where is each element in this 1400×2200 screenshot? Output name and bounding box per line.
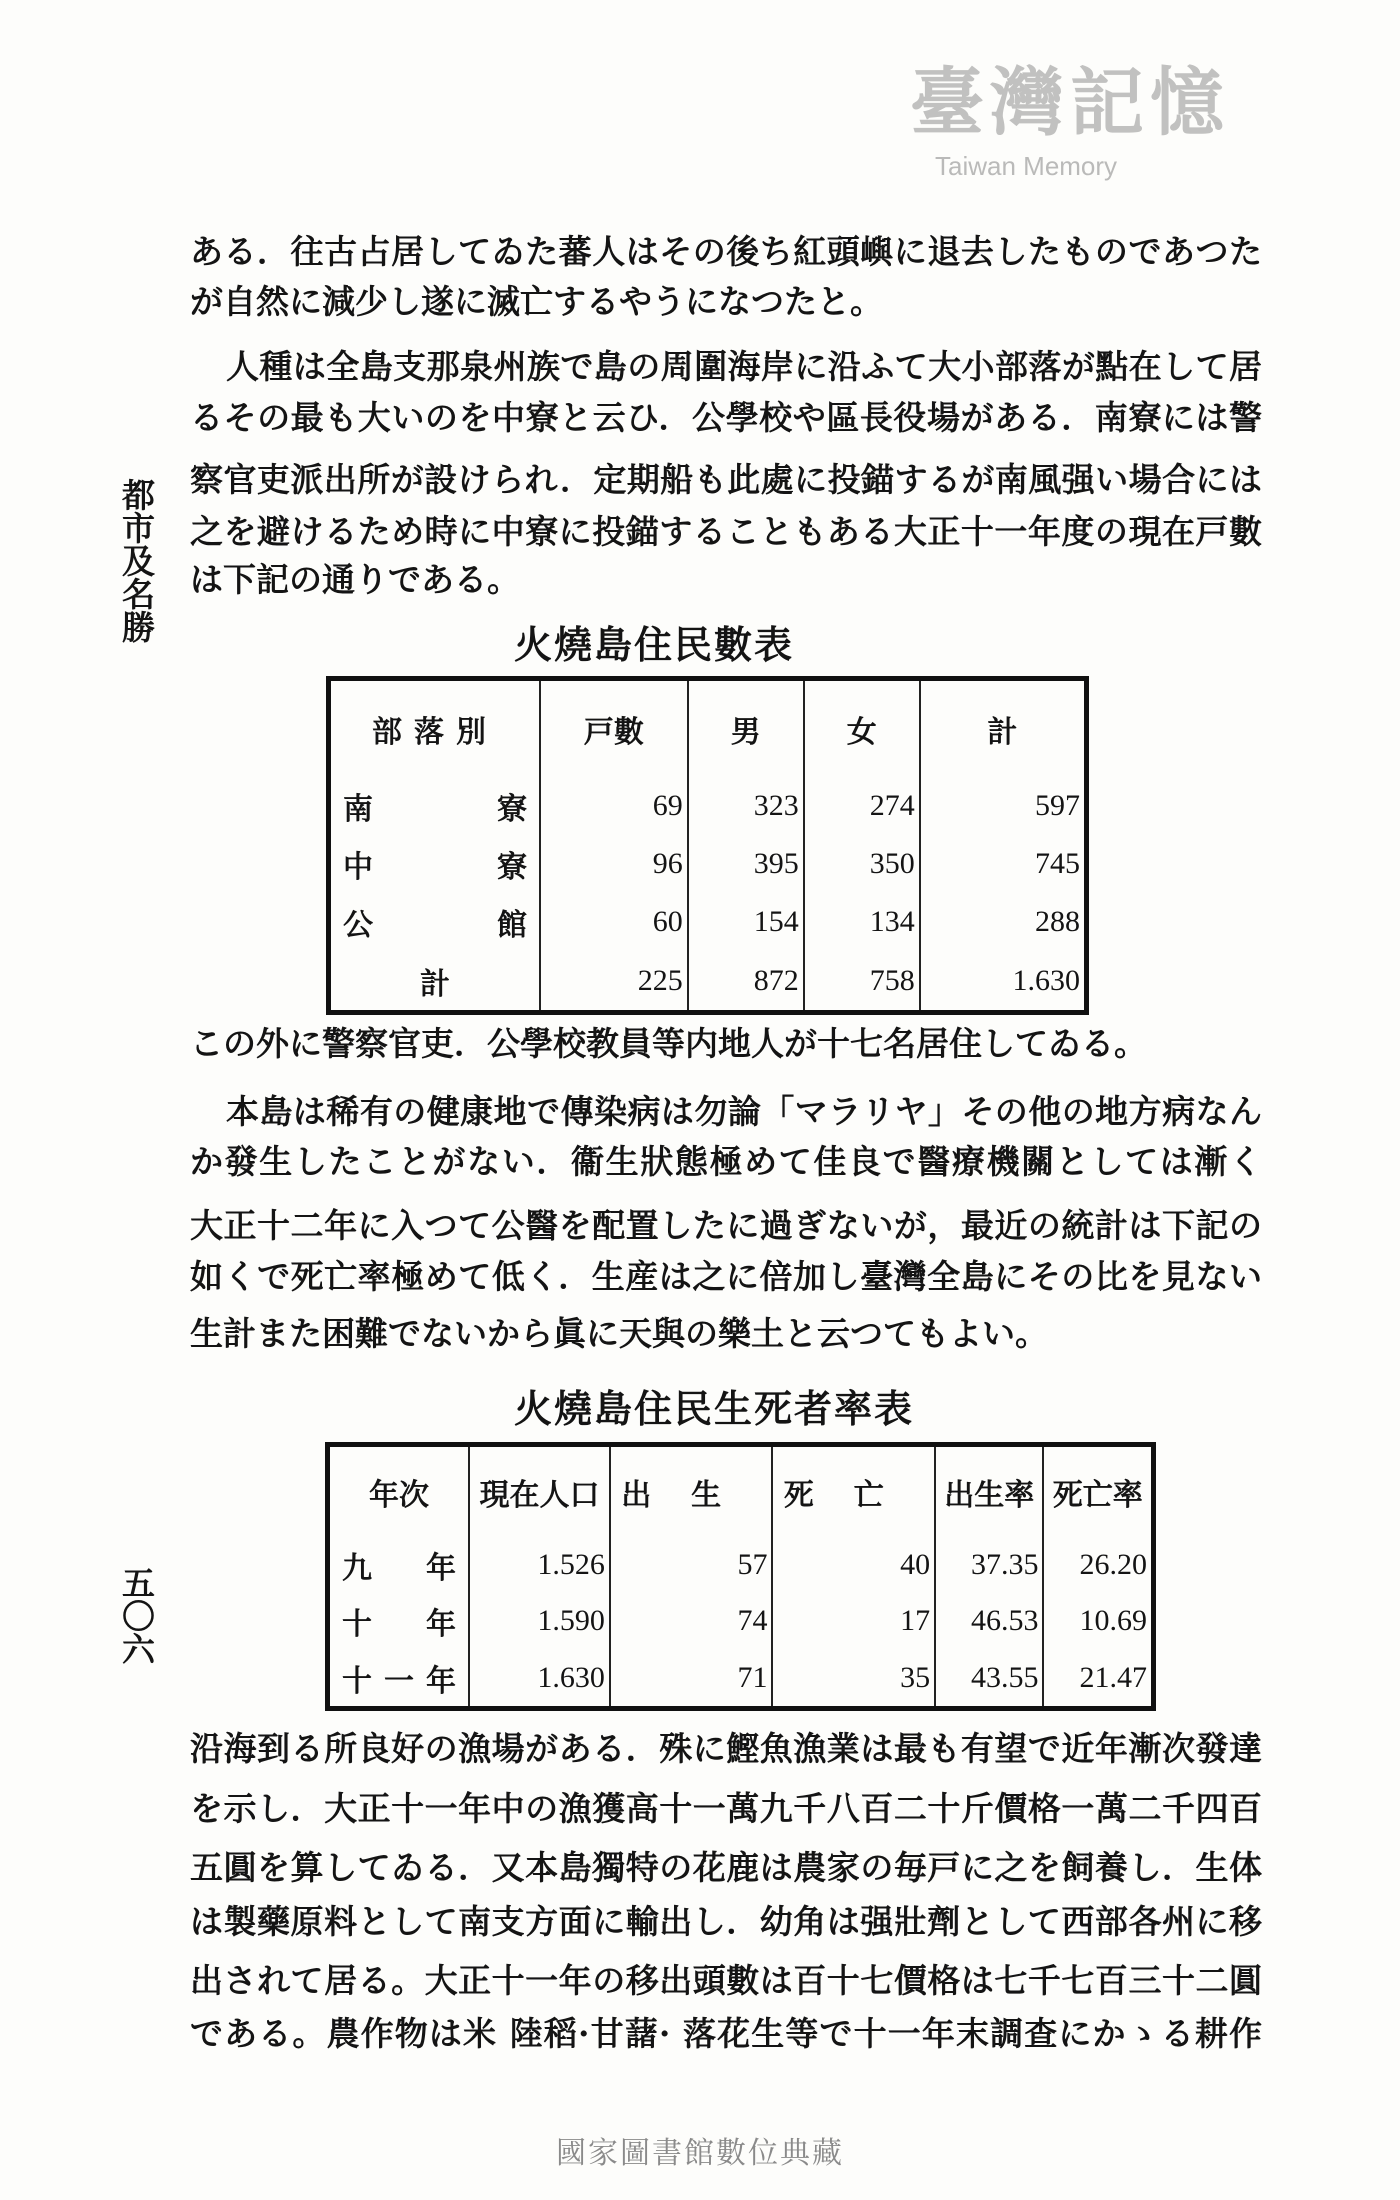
footer-credit: 國家圖書館數位典藏	[556, 2136, 844, 2171]
watermark-logo: 臺灣記憶	[910, 60, 1230, 146]
text-line: 本島は稀有の健康地で傳染病は勿論「マラリヤ」その他の地方病なん	[226, 1092, 1262, 1131]
text-line: を示し．大正十一年中の漁獲高十一萬九千八百二十斤價格一萬二千四百	[190, 1789, 1262, 1828]
watermark-logo-english: Taiwan Memory	[935, 151, 1118, 181]
table-cell: 350	[804, 835, 920, 893]
column-header: 出生	[610, 1445, 773, 1537]
table1-title: 火燒島住民數表	[513, 622, 795, 667]
column-header: 現在人口	[469, 1445, 610, 1537]
table-cell: 1.526	[469, 1537, 610, 1593]
table-row	[329, 777, 1087, 835]
table-cell: 10.69	[1043, 1593, 1153, 1649]
text-line: 大正十二年に入つて公醫を配置したに過ぎないが，最近の統計は下記の	[190, 1206, 1262, 1245]
table-cell: 872	[688, 951, 804, 1012]
text-line: である。農作物は米 陸稻·甘藷· 落花生等で十一年末調查にかゝる耕作	[190, 2014, 1262, 2053]
table-cell: 60	[540, 893, 688, 951]
row-label: 計	[420, 966, 450, 1002]
row-label: 中寮	[343, 850, 527, 886]
page-number: 五〇六	[117, 1566, 156, 1665]
table-cell: 395	[688, 835, 804, 893]
table-cell: 40	[772, 1537, 935, 1593]
column-header: 計	[920, 679, 1087, 778]
table-cell: 96	[540, 835, 688, 893]
text-line: 五圓を算してゐる．又本島獨特の花鹿は農家の毎戸に之を飼養し．生体	[190, 1848, 1262, 1887]
table-cell: 1.630	[469, 1649, 610, 1708]
table-cell: 26.20	[1043, 1537, 1153, 1593]
row-label: 十一年	[342, 1663, 456, 1699]
column-header: 出生率	[935, 1445, 1043, 1537]
text-line: 察官吏派出所が設けられ．定期船も此處に投錨するが南風强い場合には	[190, 460, 1262, 499]
table-cell: 46.53	[935, 1593, 1043, 1649]
table-header-row	[328, 1445, 1154, 1537]
table-cell: 323	[688, 777, 804, 835]
table-row	[328, 1649, 1154, 1708]
row-label: 公館	[343, 908, 527, 944]
table-cell: 35	[772, 1649, 935, 1708]
table-row	[328, 1593, 1154, 1649]
column-header: 女	[804, 679, 920, 778]
table-cell: 134	[804, 893, 920, 951]
column-header: 男	[688, 679, 804, 778]
table-cell: 154	[688, 893, 804, 951]
table-row	[329, 893, 1087, 951]
row-label: 南寮	[343, 792, 527, 828]
column-header: 年次	[369, 1477, 429, 1513]
text-line: 生計また困難でないから眞に天與の樂土と云つてもよい。	[190, 1314, 1048, 1353]
table-row	[329, 951, 1087, 1012]
text-line: 人種は全島支那泉州族で島の周圍海岸に沿ふて大小部落が點在して居	[226, 347, 1262, 386]
column-header: 死亡率	[1043, 1445, 1153, 1537]
column-header: 死亡	[772, 1445, 935, 1537]
text-line: 出されて居る。大正十一年の移出頭數は百十七價格は七千七百三十二圓	[190, 1961, 1262, 2000]
table-row	[328, 1537, 1154, 1593]
text-line: 沿海到る所良好の漁場がある．殊に鰹魚漁業は最も有望で近年漸次發達	[190, 1729, 1262, 1768]
table-cell: 274	[804, 777, 920, 835]
table-cell: 288	[920, 893, 1087, 951]
text-line: るその最も大いのを中寮と云ひ．公學校や區長役場がある．南寮には警	[190, 398, 1262, 437]
table-cell: 74	[610, 1593, 773, 1649]
table-cell: 57	[610, 1537, 773, 1593]
row-label: 九年	[342, 1550, 456, 1586]
column-header: 戸數	[540, 679, 688, 778]
table-cell: 37.35	[935, 1537, 1043, 1593]
text-line: ある．往古占居してゐた蕃人はその後ち紅頭嶼に退去したものであつた	[190, 232, 1262, 271]
text-line: 如くで死亡率極めて低く．生産は之に倍加し臺灣全島にその比を見ない	[190, 1257, 1262, 1296]
table-header-row	[329, 679, 1087, 778]
table-cell: 17	[772, 1593, 935, 1649]
text-line: は製藥原料として南支方面に輸出し．幼角は强壯劑として西部各州に移	[190, 1902, 1262, 1941]
table-cell: 225	[540, 951, 688, 1012]
population-table	[326, 676, 1089, 1015]
table-cell: 71	[610, 1649, 773, 1708]
table2-title: 火燒島住民生死者率表	[513, 1386, 915, 1431]
birth-death-rate-table	[325, 1442, 1156, 1711]
table-cell: 69	[540, 777, 688, 835]
row-label: 十年	[342, 1606, 456, 1642]
text-line: 之を避けるため時に中寮に投錨することもある大正十一年度の現在戸數	[190, 512, 1262, 551]
table-cell: 745	[920, 835, 1087, 893]
table-row	[329, 835, 1087, 893]
table-cell: 1.630	[920, 951, 1087, 1012]
text-line: は下記の通りである。	[190, 560, 520, 599]
text-line: か發生したことがない．衞生狀態極めて佳良で醫療機關としては漸く	[190, 1142, 1262, 1181]
table-cell: 597	[920, 777, 1087, 835]
table-cell: 758	[804, 951, 920, 1012]
section-running-head: 都市及名勝	[117, 478, 156, 643]
table-cell: 21.47	[1043, 1649, 1153, 1708]
text-line: この外に警察官吏．公學校教員等内地人が十七名居住してゐる。	[190, 1024, 1147, 1063]
table-cell: 1.590	[469, 1593, 610, 1649]
column-header: 部落別	[372, 715, 498, 751]
text-line: が自然に減少し遂に滅亡するやうになつたと。	[190, 282, 883, 321]
table-cell: 43.55	[935, 1649, 1043, 1708]
